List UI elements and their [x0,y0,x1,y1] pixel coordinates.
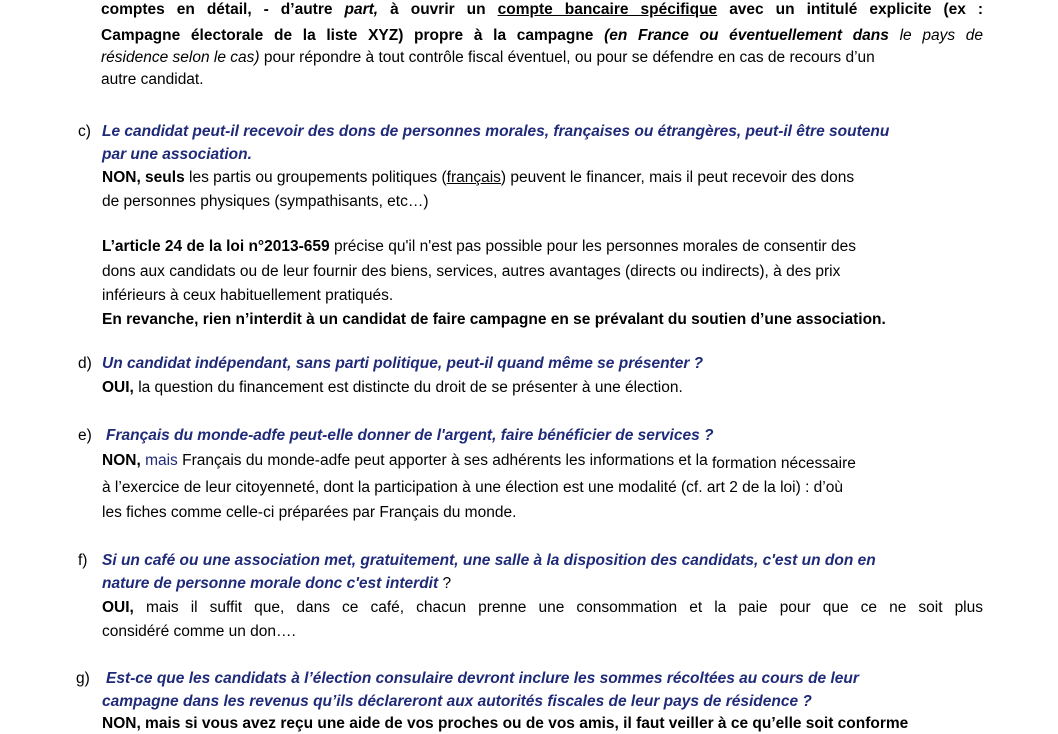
answer-keyword: NON, seuls [102,169,185,186]
answer-g-line-1: NON, mais si vous avez reçu une aide de vos proches ou de vos amis, il faut veiller à ce qu’elle soit conforme [102,715,909,732]
law-reference: L’article 24 de la loi n°2013-659 [102,238,330,255]
answer-e-line-2: à l’exercice de leur citoyenneté, dont la participation à une élection est une modalité (cf. art 2 de la loi) : d’où [102,479,843,496]
paragraph-c-line-4: En revanche, rien n’interdit à un candidat de faire campagne en se prévalant du soutien d’une association. [102,311,886,328]
answer-c-line-1 [102,168,854,188]
answer-text: formation nécessaire [712,455,856,472]
section-letter-d: d) [78,355,92,372]
answer-d-line-1 [102,378,683,398]
intro-text: - d’autre [263,1,333,18]
section-letter-e: e) [78,427,92,444]
answer-keyword: OUI, [102,599,134,616]
answer-text: Français du monde-adfe peut apporter à ses adhérents les informations et la [182,452,708,469]
question-f-line-2 [102,574,451,594]
question-mark: ? [442,575,452,592]
intro-line-2 [101,26,983,46]
intro-line-4 [101,70,204,90]
section-letter-g: g) [76,670,90,687]
question-c-line-1: Le candidat peut-il recevoir des dons de personnes morales, françaises ou étrangères, peut-il être soutenu [102,123,890,140]
answer-text: ) peuvent le financer, mais il peut recevoir des dons [500,169,855,186]
answer-text: mais [145,452,178,469]
answer-e-line-3: les fiches comme celle-ci préparées par Français du monde. [102,504,517,521]
answer-text: les partis ou groupements politiques ( [189,169,447,186]
answer-text: la question du financement est distincte du droit de se présenter à une élection. [138,379,683,396]
intro-text: (en France ou éventuellement dans [604,27,889,44]
answer-text: mais il suffit que, dans ce café, chacun prenne une consommation et la paie pour que ce ne soit plus [145,599,983,616]
paragraph-c-line-1 [102,237,856,257]
intro-text: comptes en détail, [101,1,252,18]
answer-underlined-text: français [446,169,501,186]
answer-c-line-2: de personnes physiques (sympathisants, etc…) [102,193,429,210]
question-e-line-1: Français du monde-adfe peut-elle donner de l'argent, faire bénéficier de services ? [106,427,714,444]
answer-e-line-1 [102,451,856,471]
section-letter-c: c) [78,123,91,140]
intro-text: résidence selon le cas) [101,49,260,66]
intro-text: le pays de [899,27,983,44]
question-text: nature de personne morale donc c'est interdit [102,575,439,592]
question-f-line-1: Si un café ou une association met, gratuitement, une salle à la disposition des candidats, c'est un don en [102,552,876,569]
question-c-line-2: par une association. [102,146,252,163]
answer-keyword: OUI, [102,379,134,396]
intro-line-3 [101,48,875,68]
intro-text: Campagne électorale de la liste XYZ) propre à la campagne [101,27,594,44]
question-g-line-2: campagne dans les revenus qu’ils déclareront aux autorités fiscales de leur pays de résidence ? [102,693,812,710]
intro-underlined-text: compte bancaire spécifique [497,1,718,18]
paragraph-c-line-3: inférieurs à ceux habituellement pratiqués. [102,287,394,304]
intro-text: autre candidat. [101,71,204,88]
intro-text: avec un intitulé explicite (ex : [729,1,984,18]
answer-f-line-2: considéré comme un don…. [102,623,296,640]
paragraph-text: précise qu'il n'est pas possible pour les personnes morales de consentir des [333,238,856,255]
answer-f-line-1 [102,598,983,618]
intro-text: à ouvrir un [390,1,486,18]
intro-text: pour répondre à tout contrôle fiscal éventuel, ou pour se défendre en cas de recours d’un [263,49,875,66]
intro-text: part, [344,1,379,18]
question-g-line-1: Est-ce que les candidats à l’élection consulaire devront inclure les sommes récoltées au cours de leur [106,670,859,687]
intro-line-1 [101,0,983,20]
answer-keyword: NON, [102,452,141,469]
question-d-line-1: Un candidat indépendant, sans parti politique, peut-il quand même se présenter ? [102,355,704,372]
section-letter-f: f) [78,552,88,569]
paragraph-c-line-2: dons aux candidats ou de leur fournir des biens, services, autres avantages (directs ou indirects), à des prix [102,263,841,280]
